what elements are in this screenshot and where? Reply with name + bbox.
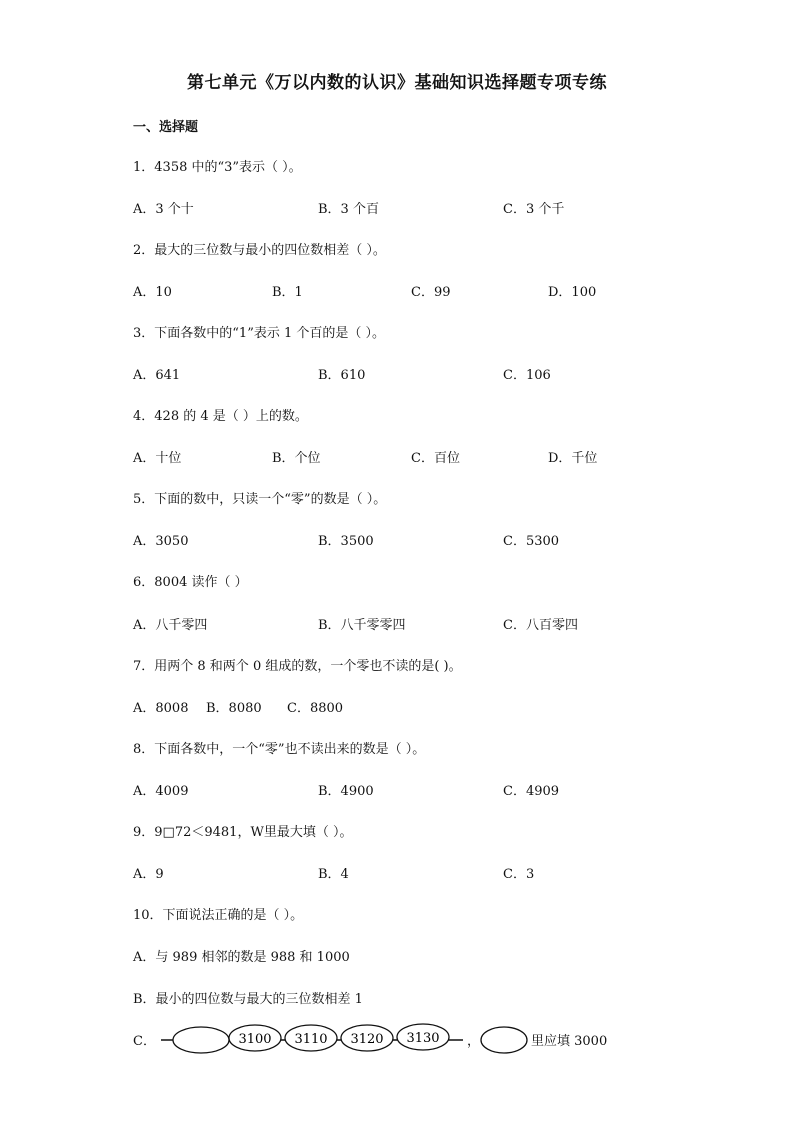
question-9: 9．9□72＜9481，W里最大填（ ）。: [133, 825, 353, 840]
question-10: 10．下面说法正确的是（ ）。: [133, 908, 304, 923]
option-4c: C．百位: [411, 451, 460, 466]
answer-blank-ring: [481, 1027, 527, 1053]
option-1b: B．3 个百: [318, 202, 379, 217]
option-7a: A．8008: [133, 701, 189, 716]
option-10c-suffix: 里应填 3000: [531, 1034, 608, 1049]
ring-4-label: 3130: [406, 1031, 440, 1046]
option-9b: B．4: [318, 867, 349, 882]
option-1a: A．3 个十: [133, 202, 194, 217]
option-8b: B．4900: [318, 784, 374, 799]
question-5: 5．下面的数中，只读一个“零”的数是（ ）。: [133, 492, 387, 507]
section-heading: 一、选择题: [133, 120, 199, 135]
option-6a: A．八千零四: [133, 618, 208, 633]
blank-ring: [173, 1027, 229, 1053]
option-2c: C．99: [411, 285, 451, 300]
option-1c: C．3 个千: [503, 202, 565, 217]
ring-3-label: 3120: [350, 1032, 384, 1047]
option-4d: D．千位: [548, 451, 598, 466]
option-5a: A．3050: [133, 534, 189, 549]
option-6b: B．八千零零四: [318, 618, 406, 633]
option-7c: C．8800: [287, 701, 344, 716]
option-2d: D．100: [548, 285, 597, 300]
option-8a: A．4009: [133, 784, 189, 799]
ring-1-label: 3100: [238, 1032, 272, 1047]
option-4a: A．十位: [133, 451, 182, 466]
option-10b: B．最小的四位数与最大的三位数相差 1: [133, 992, 363, 1007]
option-5c: C．5300: [503, 534, 560, 549]
option-3c: C．106: [503, 368, 551, 383]
option-9c: C．3: [503, 867, 535, 882]
question-1: 1．4358 中的“3”表示（ ）。: [133, 160, 302, 175]
question-6: 6．8004 读作（ ）: [133, 575, 248, 590]
option-6c: C．八百零四: [503, 618, 578, 633]
option-10c-prefix: C．: [133, 1034, 156, 1049]
page-title: 第七单元《万以内数的认识》基础知识选择题专项专练: [187, 73, 607, 93]
ring-2-label: 3110: [294, 1032, 328, 1047]
option-10c-separator: ，: [467, 1034, 481, 1049]
option-3a: A．641: [133, 368, 181, 383]
option-8c: C．4909: [503, 784, 560, 799]
option-5b: B．3500: [318, 534, 374, 549]
question-8: 8．下面各数中，一个“零”也不读出来的数是（ ）。: [133, 742, 426, 757]
question-7: 7．用两个 8 和两个 0 组成的数，一个零也不读的是( )。: [133, 659, 462, 674]
question-2: 2．最大的三位数与最小的四位数相差（ ）。: [133, 243, 386, 258]
option-7b: B．8080: [206, 701, 262, 716]
option-3b: B．610: [318, 368, 366, 383]
question-3: 3．下面各数中的“1”表示 1 个百的是（ ）。: [133, 326, 386, 341]
option-9a: A．9: [133, 867, 164, 882]
option-2a: A．10: [133, 285, 172, 300]
option-10a: A．与 989 相邻的数是 988 和 1000: [133, 950, 350, 965]
option-10c: [133, 1022, 653, 1056]
option-4b: B．个位: [272, 451, 321, 466]
option-2b: B．1: [272, 285, 303, 300]
question-4: 4．428 的 4 是（ ）上的数。: [133, 409, 308, 424]
